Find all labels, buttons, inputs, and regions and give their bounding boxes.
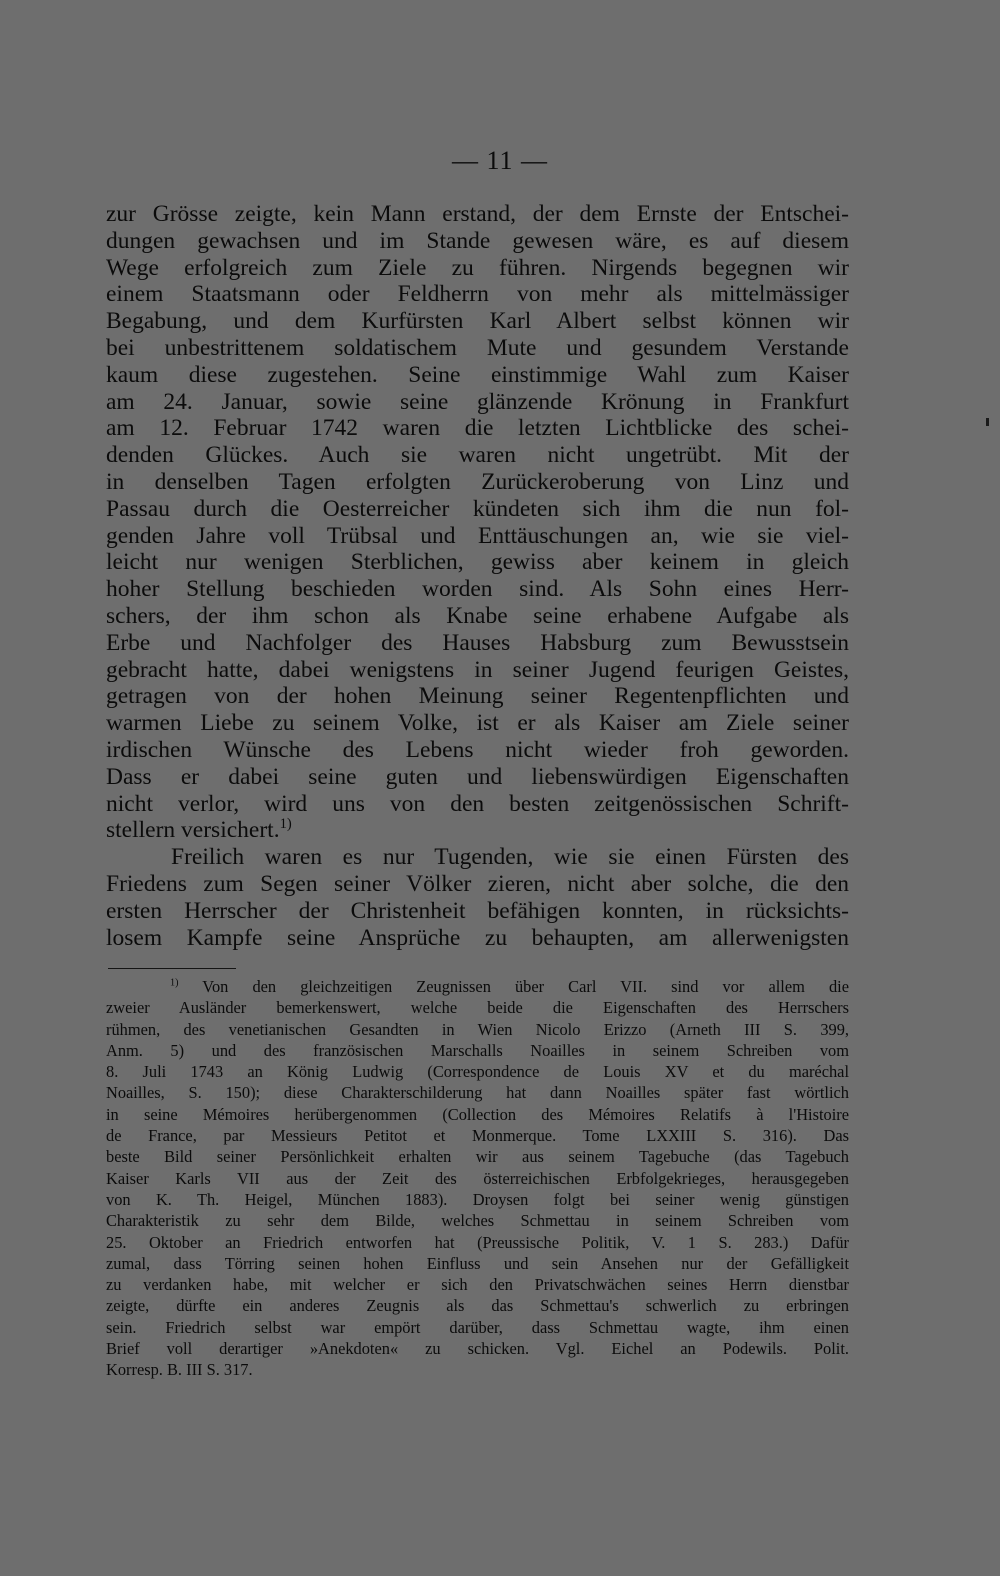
footnote-line: Kaiser Karls VII aus der Zeit des österreichischen Erbfolgekrieges, herausgegeben <box>106 1168 849 1188</box>
footnote-line: in seine Mémoires herübergenommen (Collection des Mémoires Relatifs à l'Histoire <box>106 1104 849 1124</box>
footnote-divider <box>108 968 236 969</box>
text-line: irdischen Wünsche des Lebens nicht wieder froh geworden. <box>106 736 849 763</box>
footnote-reference[interactable]: 1) <box>279 816 292 833</box>
footnote-line: 8. Juli 1743 an König Ludwig (Correspondence de Louis XV et du maréchal <box>106 1062 849 1082</box>
footnote-line: beste Bild seiner Persönlichkeit erhalten wir aus seinem Tagebuche (das Tagebuch <box>106 1147 849 1167</box>
footnote-line: zeigte, dürfte ein anderes Zeugnis als das Schmettau's schwerlich zu erbringen <box>106 1296 849 1316</box>
text-line: schers, der ihm schon als Knabe seine erhabene Aufgabe als <box>106 602 849 629</box>
text-line: Wege erfolgreich zum Ziele zu führen. Nirgends begegnen wir <box>106 254 849 281</box>
text-line: Dass er dabei seine guten und liebenswürdigen Eigenschaften <box>106 763 849 790</box>
text-fragment: stellern versichert. <box>106 817 280 844</box>
footnote-marker: 1) <box>170 977 179 989</box>
footnote-start-line <box>106 976 849 997</box>
text-line: genden Jahre voll Trübsal und Enttäuschungen an, wie sie viel- <box>106 522 849 549</box>
margin-mark <box>986 418 989 426</box>
text-line: warmen Liebe zu seinem Volke, ist er als Kaiser am Ziele seiner <box>106 710 849 737</box>
text-line: zur Grösse zeigte, kein Mann erstand, der dem Ernste der Entschei- <box>106 201 849 227</box>
text-line: in denselben Tagen erfolgten Zurückeroberung von Linz und <box>106 468 849 495</box>
footnote-line: Korresp. B. III S. 317. <box>106 1360 253 1380</box>
text-line: leicht nur wenigen Sterblichen, gewiss aber keinem in gleich <box>106 549 849 576</box>
text-line: dungen gewachsen und im Stande gewesen wäre, es auf diesem <box>106 227 849 254</box>
footnote-line: Noailles, S. 150); diese Charakterschilderung hat dann Noailles später fast wörtlich <box>106 1083 849 1103</box>
text-line: Friedens zum Segen seiner Völker zieren, nicht aber solche, die den <box>106 870 849 897</box>
text-line: einem Staatsmann oder Feldherrn von mehr als mittelmässiger <box>106 281 849 308</box>
footnote-line: zweier Ausländer bemerkenswert, welche beide die Eigenschaften des Herrschers <box>106 998 849 1018</box>
text-line: bei unbestrittenem soldatischem Mute und gesundem Verstande <box>106 334 849 361</box>
footnote-line: zu verdanken habe, mit welcher er sich den Privatschwächen seines Herrn dienstbar <box>106 1275 849 1295</box>
text-line: Begabung, und dem Kurfürsten Karl Albert selbst können wir <box>106 308 849 335</box>
paragraph-end-line <box>106 817 849 844</box>
text-line: ersten Herrscher der Christenheit befähigen konnten, in rücksichts- <box>106 897 849 924</box>
text-line: kaum diese zugestehen. Seine einstimmige Wahl zum Kaiser <box>106 361 849 388</box>
footnote-line: de France, par Messieurs Petitot et Monmerque. Tome LXXIII S. 316). Das <box>106 1126 849 1146</box>
text-line: hoher Stellung beschieden worden sind. Als Sohn eines Herr- <box>106 576 849 603</box>
footnote-line: sein. Friedrich selbst war empört darüber, dass Schmettau wagte, ihm einen <box>106 1317 849 1337</box>
text-line: denden Glückes. Auch sie waren nicht ungetrübt. Mit der <box>106 442 849 469</box>
text-line: losem Kampfe seine Ansprüche zu behaupten, am allerwenigsten <box>106 924 849 951</box>
footnote-line: 25. Oktober an Friedrich entworfen hat (Preussische Politik, V. 1 S. 283.) Dafür <box>106 1232 849 1252</box>
text-line: gebracht hatte, dabei wenigstens in seiner Jugend feurigen Geistes, <box>106 656 849 683</box>
footnote-line: zumal, dass Törring seinen hohen Einfluss und sein Ansehen nur der Gefälligkeit <box>106 1253 849 1273</box>
text-fragment: Von den gleichzeitigen Zeugnissen über Carl VII. sind vor allem die <box>202 977 849 996</box>
text-line: Erbe und Nachfolger des Hauses Habsburg zum Bewusstsein <box>106 629 849 656</box>
footnote-line: rühmen, des venetianischen Gesandten in Wien Nicolo Erizzo (Arneth III S. 399, <box>106 1019 849 1039</box>
footnote-line: von K. Th. Heigel, München 1883). Droysen folgt bei seiner wenig günstigen <box>106 1189 849 1209</box>
text-line: am 12. Februar 1742 waren die letzten Lichtblicke des schei- <box>106 415 849 442</box>
page-number: — 11 — <box>451 146 549 175</box>
paragraph-start-line: Freilich waren es nur Tugenden, wie sie einen Fürsten des <box>171 844 849 871</box>
footnote-block <box>106 976 849 1381</box>
text-line: am 24. Januar, sowie seine glänzende Krönung in Frankfurt <box>106 388 849 415</box>
footnote-line: Brief voll derartiger »Anekdoten« zu schicken. Vgl. Eichel an Podewils. Polit. <box>106 1339 849 1359</box>
footnote-line: Anm. 5) und des französischen Marschalls Noailles in seinem Schreiben vom <box>106 1040 849 1060</box>
text-line: nicht verlor, wird uns von den besten zeitgenössischen Schrift- <box>106 790 849 817</box>
main-text <box>106 201 849 951</box>
footnote-line: Charakteristik zu sehr dem Bilde, welches Schmettau in seinem Schreiben vom <box>106 1211 849 1231</box>
text-line: Passau durch die Oesterreicher kündeten sich ihm die nun fol- <box>106 495 849 522</box>
text-line: getragen von der hohen Meinung seiner Regentenpflichten und <box>106 683 849 710</box>
